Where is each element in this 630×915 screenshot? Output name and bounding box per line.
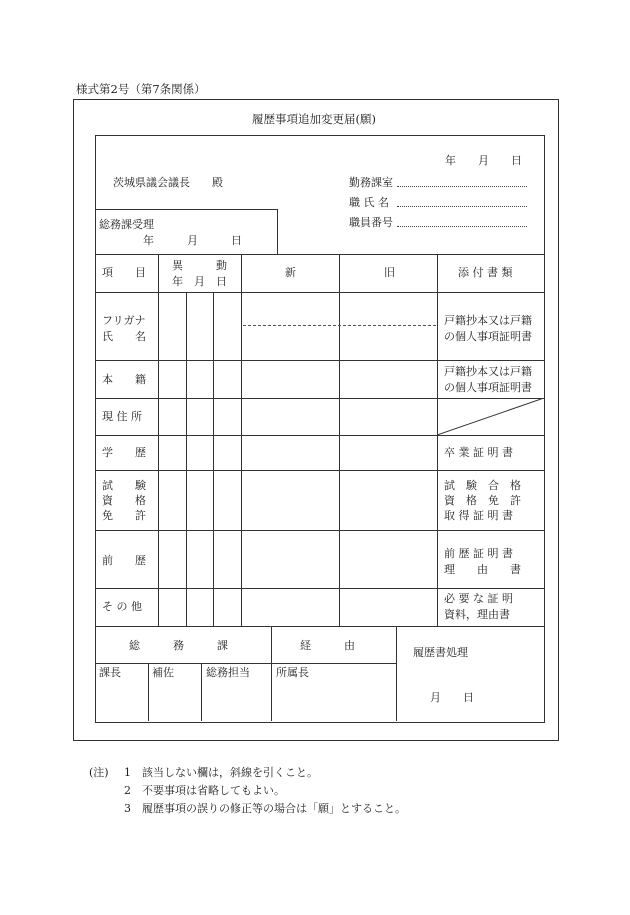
approval-divider-somu-tanto [201,663,202,721]
row-item-license: 免 許 [102,509,146,522]
staff-number-field[interactable] [397,226,527,227]
col-header-change: 異 動 [172,259,227,272]
date-line[interactable]: 年 月 日 [445,154,522,167]
approval-date[interactable]: 月 日 [430,691,474,704]
approval-kacho: 課長 [99,666,121,679]
approval-header-bottom [95,663,397,664]
table-header-bottom [95,292,544,293]
row-attach-other-1: 必 要 な 証 明 [444,592,513,605]
staff-number-label: 職員番号 [349,216,393,229]
row-attach-honseki-2: の個人事項証明書 [444,381,532,394]
note-number-1: 1 [124,766,131,779]
col-divider-year [186,292,187,626]
col-header-item: 項 目 [102,266,146,279]
row-attach-career-1: 前 歴 証 明 書 [444,547,513,560]
note-number-3: 3 [124,802,131,815]
row-divider-4 [95,470,544,471]
row-attach-exam-2: 資 格 免 許 [444,494,521,507]
approval-shozokucho: 所属長 [276,666,309,679]
row-item-address: 現 住 所 [102,410,142,423]
row-item-other: そ の 他 [102,600,142,613]
form-caption: 様式第2号（第7条関係） [76,82,206,96]
col-divider-item [158,254,159,626]
col-header-old: 旧 [384,266,395,279]
row-attach-name-1: 戸籍抄本又は戸籍 [444,314,532,327]
approval-divider-rirekisho [396,626,397,721]
row-divider-5 [95,530,544,531]
row-item-qualification: 資 格 [102,494,146,507]
row-item-exam: 試 験 [102,479,146,492]
col-header-new: 新 [285,266,296,279]
furigana-divider [243,325,436,326]
name-field[interactable] [397,206,527,207]
row-divider-7 [95,626,544,627]
approval-divider-keiyu [271,626,272,721]
note-text-2: 不要事項は省略してもよい。 [142,784,285,797]
col-header-attachments: 添 付 書 類 [458,266,513,279]
row-divider-3 [95,435,544,436]
row-attach-other-2: 資料，理由書 [444,608,510,621]
approval-keiyu-header: 経 由 [300,639,355,652]
addressee: 茨城県議会議長 殿 [113,176,223,189]
notes-label: (注) [89,766,109,779]
receipt-box-right [277,209,278,254]
row-item-name: 氏 名 [102,330,146,343]
row-attach-name-2: の個人事項証明書 [444,330,532,343]
row-item-furigana: フリガナ [102,314,146,327]
note-text-1: 該当しない欄は，斜線を引くこと。 [142,766,318,779]
approval-rirekisho: 履歴書処理 [413,646,468,659]
row-attach-honseki-1: 戸籍抄本又は戸籍 [444,365,532,378]
form-title: 履歴事項追加変更届(願) [252,112,376,126]
note-text-3: 履歴事項の誤りの修正等の場合は「願」とすること。 [142,802,406,815]
receipt-label: 総務課受理 [99,218,154,231]
approval-divider-hosa [148,663,149,721]
row-item-honseki: 本 籍 [102,373,146,386]
row-attach-exam-1: 試 験 合 格 [444,479,521,492]
col-divider-new [339,254,340,626]
diagonal-strike [437,398,544,435]
col-divider-change [241,254,242,626]
receipt-date[interactable]: 年 月 日 [143,234,242,247]
office-label: 勤務課室 [349,176,393,189]
office-field[interactable] [397,186,527,187]
receipt-box-top [95,209,278,210]
row-attach-career-2: 理 由 書 [444,563,521,576]
col-divider-old [437,254,438,626]
row-divider-6 [95,588,544,589]
approval-somu-header: 総 務 課 [129,639,228,652]
name-label: 職 氏 名 [349,196,389,209]
approval-hosa: 補佐 [152,666,174,679]
col-divider-month [213,292,214,626]
row-attach-education: 卒 業 証 明 書 [444,446,513,459]
approval-somu-tanto: 総務担当 [206,666,250,679]
row-item-education: 学 歴 [102,446,146,459]
row-item-career: 前 歴 [102,554,146,567]
row-attach-exam-3: 取 得 証 明 書 [444,509,513,522]
col-header-change-date: 年 月 日 [172,275,227,288]
row-divider-1 [95,360,544,361]
table-header-top [95,254,544,255]
note-number-2: 2 [124,784,131,797]
